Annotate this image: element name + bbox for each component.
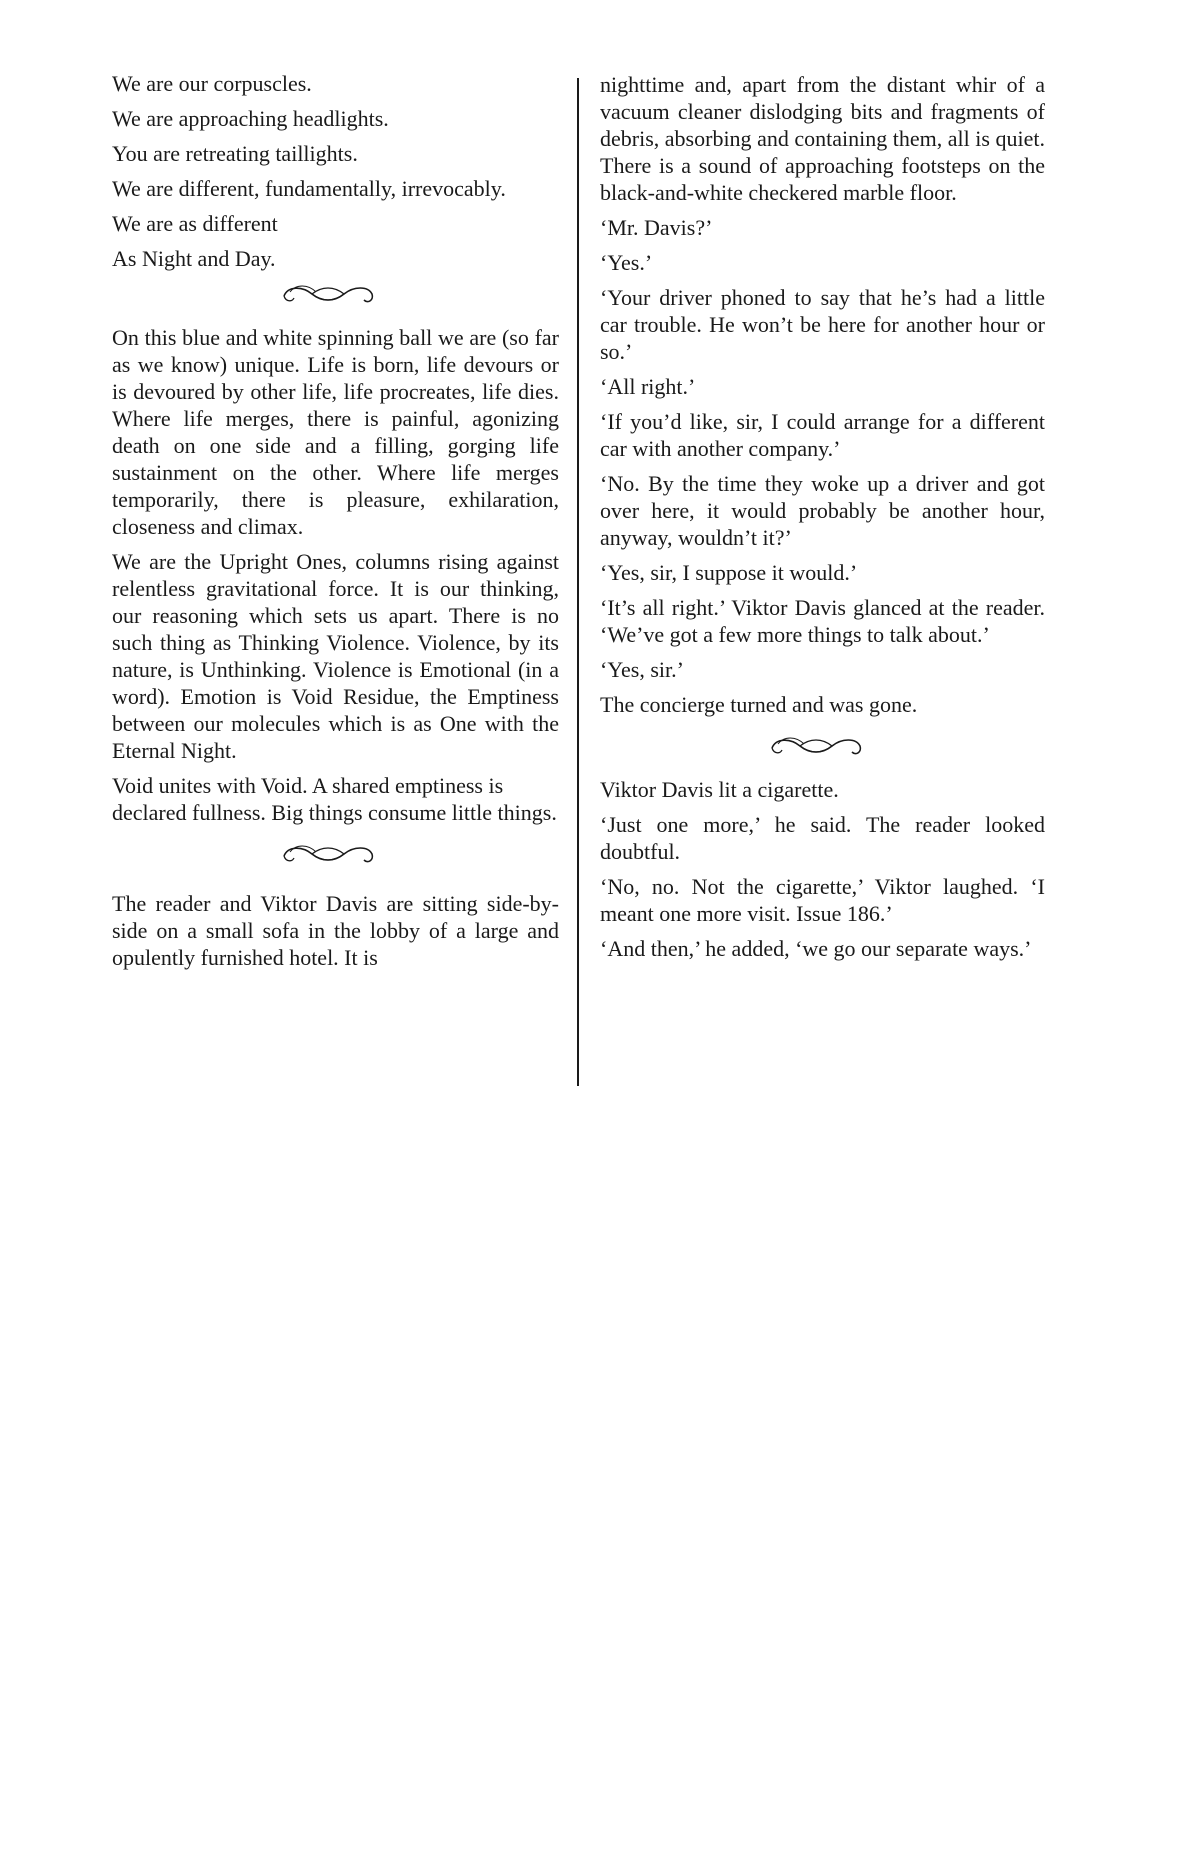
flourish-ornament-icon [766,732,866,760]
dialogue-line: ‘If you’d like, sir, I could arrange for a different car with another company.’ [600,409,1045,461]
dialogue-line: ‘Just one more,’ he said. The reader looked doubtful. [600,812,1045,864]
verse-line: We are our corpuscles. [112,71,312,96]
dialogue-line: ‘No, no. Not the cigarette,’ Viktor laughed. ‘I meant one more visit. Issue 186.’ [600,874,1045,926]
dialogue-line: ‘It’s all right.’ Viktor Davis glanced at the reader. ‘We’ve got a few more things to talk about.’ [600,595,1045,647]
dialogue-line: ‘And then,’ he added, ‘we go our separate ways.’ [600,936,1032,961]
dialogue-line: ‘Yes, sir, I suppose it would.’ [600,560,858,585]
verse-line: We are different, fundamentally, irrevocably. [112,176,506,201]
dialogue-line: ‘All right.’ [600,374,696,399]
verse-line: We are approaching headlights. [112,106,389,131]
flourish-ornament-icon [278,840,378,868]
flourish-ornament-icon [278,280,378,308]
body-paragraph: Viktor Davis lit a cigarette. [600,777,839,802]
column-divider [577,78,579,1086]
dialogue-line: ‘Mr. Davis?’ [600,215,713,240]
body-paragraph: The reader and Viktor Davis are sitting side-by-side on a small sofa in the lobby of a large and opulently furnished hotel. It is [112,891,559,970]
dialogue-line: ‘No. By the time they woke up a driver and got over here, it would probably be another hour, anyway, wouldn’t it?’ [600,471,1045,550]
right-column [600,71,1045,970]
verse-line: We are as different [112,211,278,236]
verse-line: As Night and Day. [112,246,276,271]
body-paragraph: The concierge turned and was gone. [600,692,918,717]
dialogue-line: ‘Yes, sir.’ [600,657,684,682]
body-paragraph: We are the Upright Ones, columns rising against relentless gravitational force. It is our thinking, our reasoning which sets us apart. There is no such thing as Thinking Violence. Violence, by its nature, is Unthinking. Violence is Emotional (in a word). Emotion is Void Residue, the Emptiness between our molecules which is as One with the Eternal Night. [112,549,559,763]
body-paragraph: Void unites with Void. A shared emptiness is declared fullness. Big things consume little things. [112,773,557,825]
verse-line: You are retreating taillights. [112,141,358,166]
dialogue-line: ‘Your driver phoned to say that he’s had a little car trouble. He won’t be here for another hour or so.’ [600,285,1045,364]
body-paragraph: On this blue and white spinning ball we are (so far as we know) unique. Life is born, life devours or is devoured by other life, life procreates, life dies. Where life merges, there is painful, agonizing death on one side and a filling, gorging life sustainment on the other. Where life merges temporarily, there is pleasure, exhilaration, closeness and climax. [112,325,559,539]
body-paragraph: nighttime and, apart from the distant whir of a vacuum cleaner dislodging bits and fragments of debris, absorbing and containing them, all is quiet. There is a sound of approaching footsteps on the black-and-white checkered marble floor. [600,72,1045,205]
dialogue-line: ‘Yes.’ [600,250,653,275]
left-column [112,70,559,979]
verse-block [112,70,559,272]
